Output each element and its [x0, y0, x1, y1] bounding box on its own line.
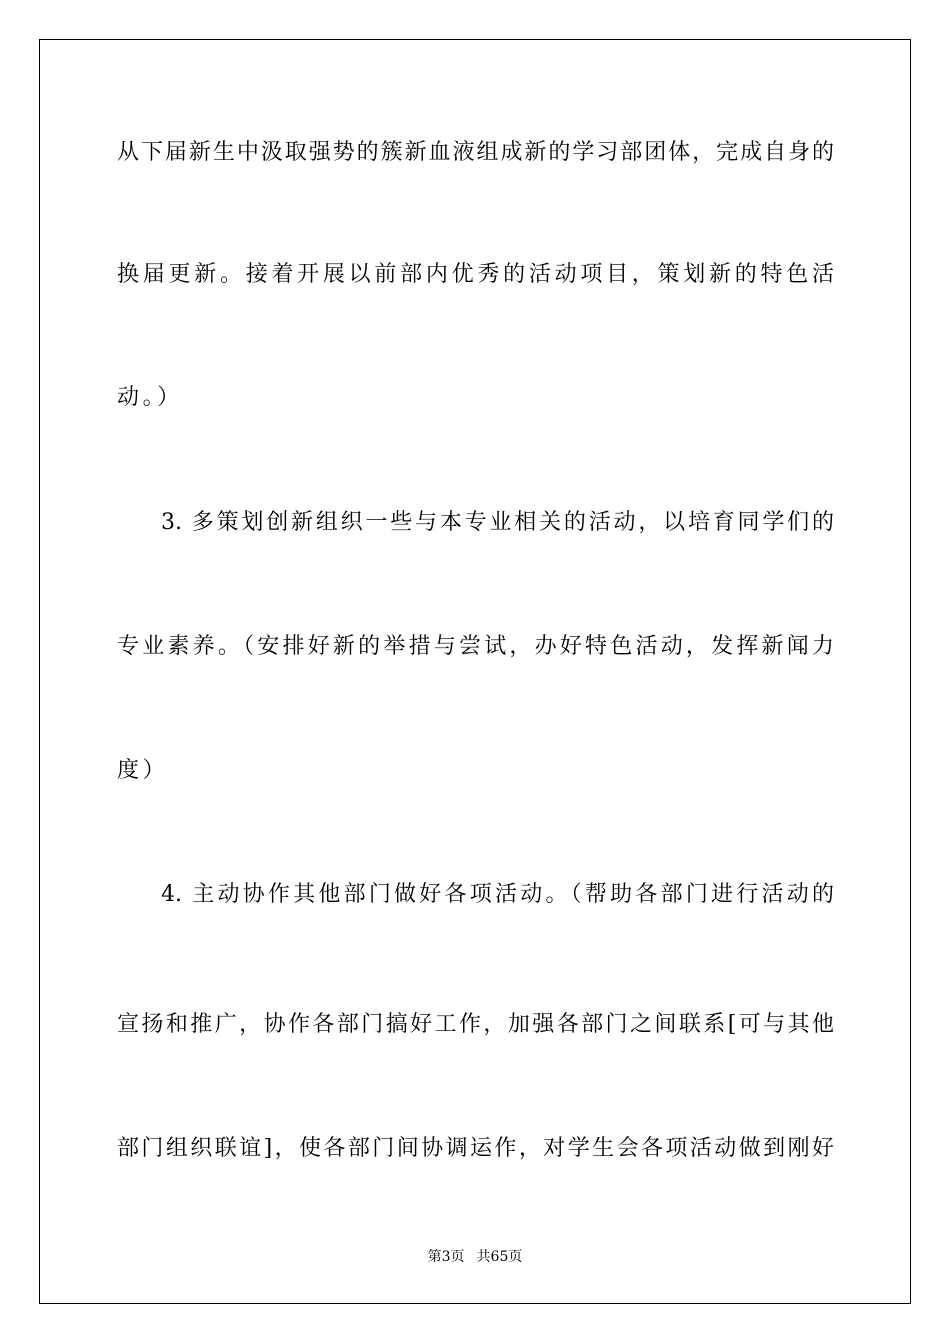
page-border — [39, 39, 911, 1304]
page-total: 共65页 — [476, 1249, 523, 1265]
text-line: 度） — [117, 758, 169, 783]
text-line: 专业素养。（安排好新的举措与尝试，办好特色活动，发挥新闻力 — [117, 634, 834, 659]
text-line: 3. 多策划创新组织一些与本专业相关的活动，以培育同学们的 — [161, 510, 834, 535]
text-line: 部门组织联谊]，使各部门间协调运作，对学生会各项活动做到刚好 — [117, 1136, 834, 1161]
text-line: 宣扬和推广，协作各部门搞好工作，加强各部门之间联系[可与其他 — [117, 1012, 834, 1037]
text-line: 从下届新生中汲取强势的簇新血液组成新的学习部团体，完成自身的 — [117, 140, 834, 165]
page-number: 第3页 — [427, 1249, 465, 1265]
text-line: 动。） — [117, 385, 183, 410]
text-line: 换届更新。接着开展以前部内优秀的活动项目，策划新的特色活 — [117, 262, 834, 287]
text-line: 4. 主动协作其他部门做好各项活动。（帮助各部门进行活动的 — [161, 882, 834, 907]
page-footer — [0, 1248, 950, 1266]
